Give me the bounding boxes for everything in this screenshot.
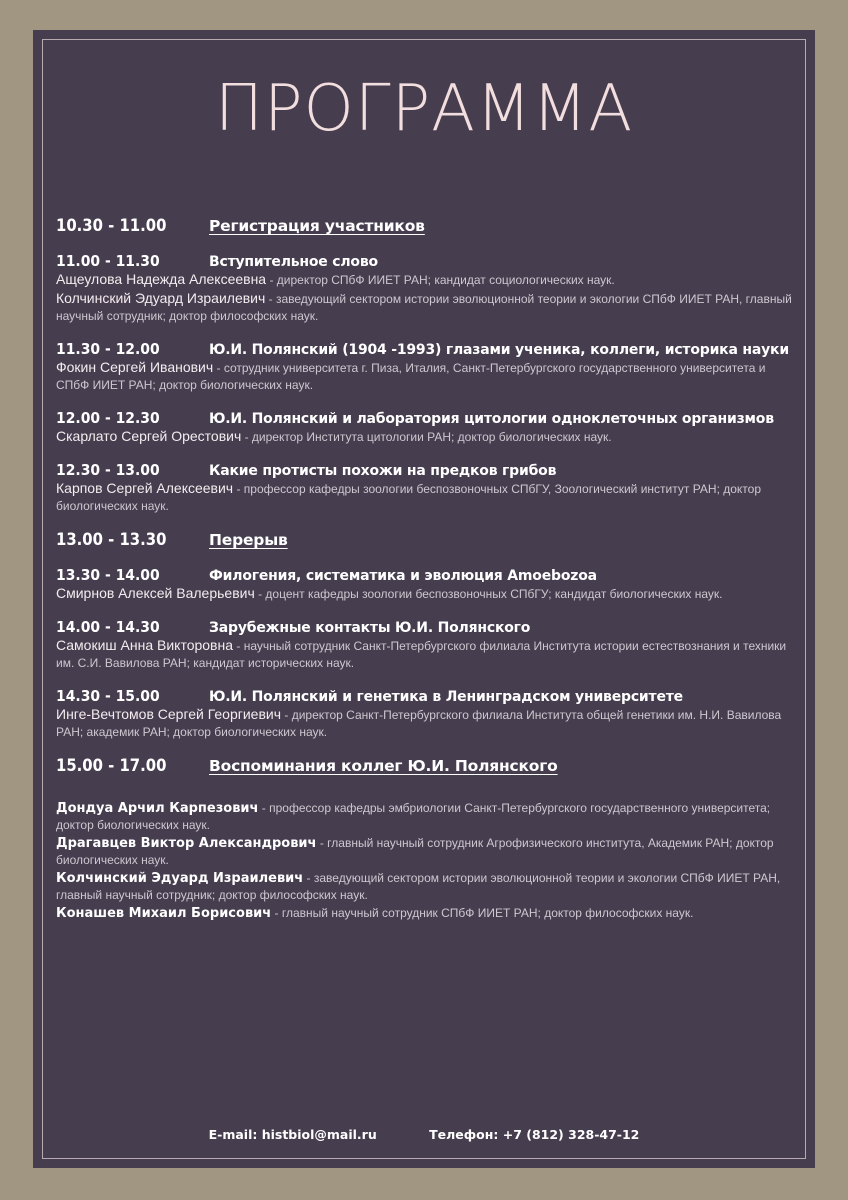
schedule-row [56, 340, 796, 358]
memory-speaker-name: Дондуа Арчил Карпезович [56, 801, 259, 816]
speaker-description: - заведующий сектором истории эволюционной теории и экологии СПбФ ИИЕТ РАН, главный научный сотрудник; доктор философских наук. [56, 292, 792, 323]
speaker [56, 428, 796, 446]
schedule-item [56, 409, 796, 446]
schedule-time: 12.00 - 12.30 [56, 409, 160, 427]
speaker-name: Колчинский Эдуард Израилевич [56, 290, 266, 306]
schedule-row [56, 566, 796, 584]
schedule-time: 10.30 - 11.00 [56, 216, 167, 235]
schedule-time: 14.30 - 15.00 [56, 687, 160, 705]
schedule-row [56, 252, 796, 270]
speaker [56, 359, 796, 394]
schedule-topic: Зарубежные контакты Ю.И. Полянского [209, 620, 531, 636]
phone-contact: Телефон: +7 (812) 328-47-12 [429, 1127, 640, 1142]
schedule-topic: Вступительное слово [209, 254, 378, 270]
memory-speaker-name: Колчинский Эдуард Израилевич [56, 871, 304, 886]
schedule-row [56, 756, 796, 775]
schedule-item [56, 530, 796, 549]
schedule-row [56, 461, 796, 479]
speaker-description: - директор Санкт-Петербургского филиала Института общей генетики им. Н.И. Вавилова РАН; академик РАН; доктор биологических наук. [56, 708, 782, 739]
schedule-item [56, 461, 796, 515]
memories-list [56, 800, 796, 922]
speaker-name: Смирнов Алексей Валерьевич [56, 585, 255, 601]
speaker-description: - директор СПбФ ИИЕТ РАН; кандидат социологических наук. [266, 273, 615, 287]
speaker-description: - научный сотрудник Санкт-Петербургского филиала Института истории естествознания и техники им. С.И. Вавилова РАН; кандидат исторических наук. [56, 639, 787, 670]
speaker-name: Скарлато Сергей Орестович [56, 428, 242, 444]
speaker-description: - доцент кафедры зоологии беспозвоночных СПбГУ; кандидат биологических наук. [254, 587, 723, 601]
schedule-topic: Филогения, систематика и эволюция Amoebozoa [209, 568, 597, 584]
schedule-row [56, 216, 796, 235]
schedule-time: 13.30 - 14.00 [56, 566, 160, 584]
schedule-time: 14.00 - 14.30 [56, 618, 160, 636]
speaker [56, 480, 796, 515]
schedule-time: 11.30 - 12.00 [56, 340, 160, 358]
schedule-topic: Воспоминания коллег Ю.И. Полянского [209, 757, 558, 775]
speaker-name: Самокиш Анна Викторовна [56, 637, 234, 653]
speaker-description: - директор Института цитологии РАН; доктор биологических наук. [241, 430, 612, 444]
memory-speaker-description: - заведующий сектором истории эволюционной теории и экологии СПбФ ИИЕТ РАН, главный научный сотрудник; доктор философских наук. [56, 871, 781, 902]
speaker-name: Карпов Сергей Алексеевич [56, 480, 234, 496]
speaker-description: - сотрудник университета г. Пиза, Италия, Санкт-Петербургского государственного университета и СПбФ ИИЕТ РАН; доктор биологических наук. [56, 361, 766, 392]
schedule-time: 15.00 - 17.00 [56, 756, 167, 775]
schedule-list [56, 216, 796, 775]
memory-speaker-name: Драгавцев Виктор Александрович [56, 836, 317, 851]
schedule-topic: Ю.И. Полянский и лаборатория цитологии одноклеточных организмов [209, 411, 774, 427]
speaker-name: Фокин Сергей Иванович [56, 359, 214, 375]
schedule-row [56, 530, 796, 549]
memory-speaker-description: - профессор кафедры эмбриологии Санкт-Петербургского государственного университета; доктор биологических наук. [56, 801, 771, 832]
schedule-time: 11.00 - 11.30 [56, 252, 160, 270]
speaker-name: Ащеулова Надежда Алексеевна [56, 271, 267, 287]
program-panel [33, 30, 815, 1168]
speaker [56, 290, 796, 325]
schedule-row [56, 409, 796, 427]
schedule-item [56, 618, 796, 672]
schedule-item [56, 216, 796, 235]
schedule-item [56, 340, 796, 394]
schedule-topic: Какие протисты похожи на предков грибов [209, 463, 557, 479]
schedule-topic: Перерыв [209, 531, 288, 549]
speaker-description: - профессор кафедры зоологии беспозвоночных СПбГУ, Зоологический институт РАН; доктор биологических наук. [56, 482, 762, 513]
schedule-topic: Регистрация участников [209, 217, 425, 235]
schedule-item [56, 687, 796, 741]
schedule-topic: Ю.И. Полянский (1904 -1993) глазами ученика, коллеги, историка науки [209, 342, 789, 358]
footer [33, 1127, 815, 1142]
email-contact[interactable]: E-mail: histbiol@mail.ru [208, 1127, 377, 1142]
schedule-topic: Ю.И. Полянский и генетика в Ленинградском университете [209, 689, 683, 705]
speaker-name: Инге-Вечтомов Сергей Георгиевич [56, 706, 282, 722]
speaker [56, 706, 796, 741]
memory-speaker [56, 800, 796, 834]
memory-speaker [56, 905, 796, 922]
schedule-time: 13.00 - 13.30 [56, 530, 167, 549]
schedule-item [56, 252, 796, 325]
page-title: ПРОГРАММА [214, 72, 634, 146]
schedule-item [56, 756, 796, 775]
memory-speaker-description: - главный научный сотрудник Агрофизического института, Академик РАН; доктор биологических наук. [56, 836, 774, 867]
schedule [56, 216, 796, 923]
speaker [56, 271, 796, 289]
schedule-time: 12.30 - 13.00 [56, 461, 160, 479]
schedule-row [56, 687, 796, 705]
memory-speaker-description: - главный научный сотрудник СПбФ ИИЕТ РАН; доктор философских наук. [271, 906, 694, 920]
schedule-row [56, 618, 796, 636]
memory-speaker-name: Конашев Михаил Борисович [56, 906, 272, 921]
memory-speaker [56, 870, 796, 904]
schedule-item [56, 566, 796, 603]
speaker [56, 585, 796, 603]
speaker [56, 637, 796, 672]
memory-speaker [56, 835, 796, 869]
